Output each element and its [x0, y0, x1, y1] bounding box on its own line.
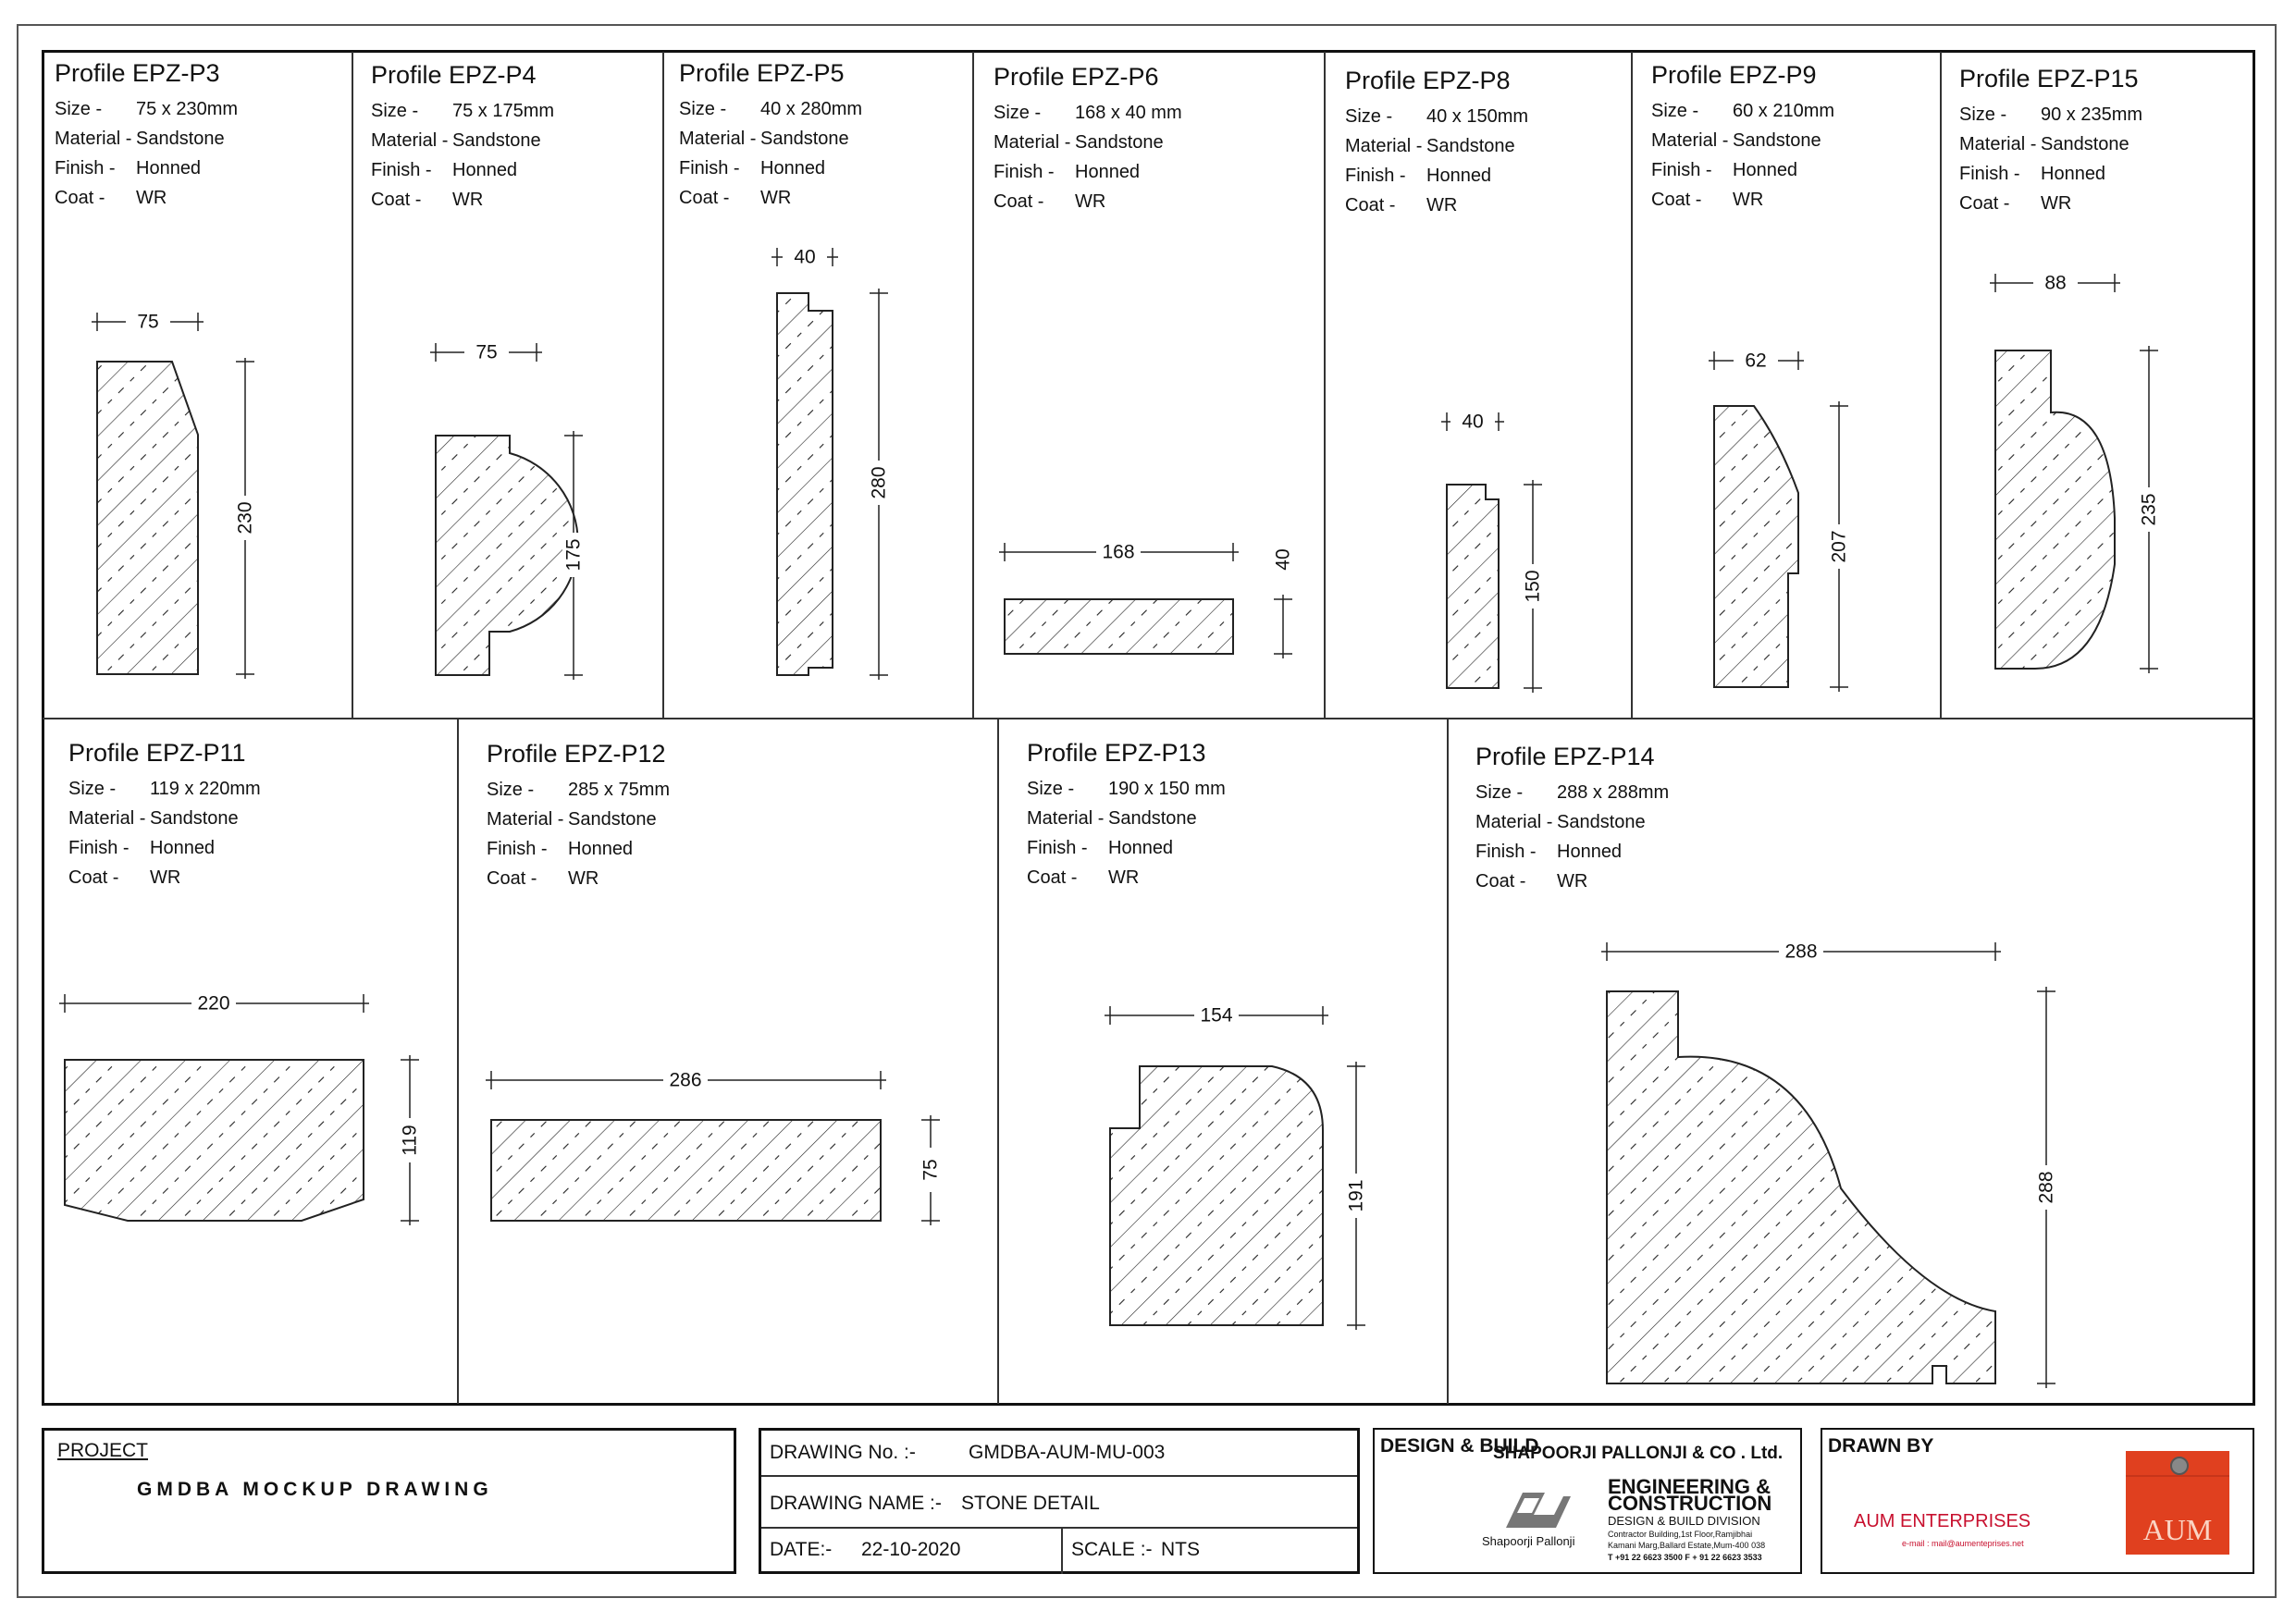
height-dimension-p8: 150 — [1522, 570, 1544, 603]
spec-value: WR — [1108, 867, 1140, 888]
spec-label: Material - — [371, 130, 449, 151]
height-dimension-p4: 175 — [562, 538, 585, 572]
spec-label: Material - — [55, 129, 132, 149]
width-dimension-p9: 62 — [1745, 350, 1767, 372]
spec-label: Finish - — [487, 839, 548, 859]
profile-title: Profile EPZ-P11 — [68, 739, 246, 767]
spec-value: Sandstone — [1426, 136, 1515, 156]
spec-label: Coat - — [1345, 195, 1396, 215]
spec-label: Material - — [487, 809, 564, 830]
spec-label: Finish - — [1959, 164, 2020, 184]
division-line1: ENGINEERING & — [1608, 1475, 1771, 1498]
spec-value: Sandstone — [452, 130, 541, 151]
spec-value: WR — [1733, 190, 1764, 210]
spec-value: Honned — [1108, 838, 1174, 858]
height-dimension-p6: 40 — [1272, 548, 1294, 571]
spec-value: 90 x 235mm — [2041, 105, 2143, 125]
aum-logo-pin-icon — [2170, 1457, 2189, 1475]
spec-label: Coat - — [55, 188, 105, 208]
spec-label: Finish - — [371, 160, 432, 180]
drawing-no-value: GMDBA-AUM-MU-003 — [969, 1442, 1166, 1463]
spec-label: Size - — [1345, 106, 1393, 127]
drawing-name-label: DRAWING NAME :- — [770, 1493, 942, 1514]
spec-label: Size - — [371, 101, 419, 121]
division-sub: DESIGN & BUILD DIVISION — [1608, 1514, 1760, 1528]
spec-value: 288 x 288mm — [1557, 782, 1670, 803]
spec-value: WR — [136, 188, 167, 208]
spec-label: Material - — [68, 808, 146, 829]
profile-p3-shape — [97, 362, 198, 674]
width-dimension-p13: 154 — [1200, 1004, 1233, 1027]
spec-value: Honned — [1426, 166, 1492, 186]
profile-title: Profile EPZ-P12 — [487, 740, 666, 768]
spec-value: 60 x 210mm — [1733, 101, 1835, 121]
drawn-by-box — [1821, 1428, 2254, 1574]
spec-value: WR — [1426, 195, 1458, 215]
height-dimension-p15: 235 — [2138, 493, 2160, 526]
profile-title: Profile EPZ-P5 — [679, 59, 845, 87]
spec-value: 119 x 220mm — [150, 779, 261, 799]
profile-p13-shape — [1110, 1066, 1323, 1325]
width-dimension-p6: 168 — [1102, 541, 1135, 563]
height-dimension-p13: 191 — [1345, 1179, 1367, 1212]
spec-value: Sandstone — [1075, 132, 1164, 153]
aum-logo — [2126, 1451, 2229, 1555]
spec-label: Coat - — [371, 190, 422, 210]
spec-label: Material - — [1651, 130, 1729, 151]
spec-value: Honned — [452, 160, 518, 180]
spec-value: Sandstone — [2041, 134, 2129, 154]
address-line1: Contractor Building,1st Floor,Ramjibhai — [1608, 1530, 1753, 1539]
spec-label: Finish - — [679, 158, 740, 178]
spec-label: Coat - — [679, 188, 730, 208]
spec-label: Finish - — [994, 162, 1055, 182]
spec-value: Honned — [1733, 160, 1798, 180]
drawn-by-name: AUM ENTERPRISES — [1854, 1511, 2031, 1531]
height-dimension-p3: 230 — [234, 501, 256, 535]
spec-label: Material - — [1345, 136, 1423, 156]
spec-label: Finish - — [1475, 842, 1537, 862]
spec-label: Finish - — [1345, 166, 1406, 186]
spec-value: Sandstone — [1108, 808, 1197, 829]
spec-value: WR — [2041, 193, 2072, 214]
project-label: PROJECT — [57, 1440, 149, 1461]
spec-label: Finish - — [68, 838, 130, 858]
spec-value: WR — [1557, 871, 1588, 891]
spec-value: Sandstone — [136, 129, 225, 149]
spec-label: Size - — [1651, 101, 1699, 121]
profile-p9-shape — [1714, 406, 1798, 687]
spec-label: Coat - — [487, 868, 537, 889]
spec-label: Size - — [1959, 105, 2007, 125]
profile-p14-shape — [1607, 991, 1995, 1383]
spec-value: Honned — [1557, 842, 1623, 862]
height-dimension-p5: 280 — [868, 466, 890, 499]
width-dimension-p3: 75 — [137, 311, 159, 333]
company-name: SHAPOORJI PALLONJI & CO . Ltd. — [1493, 1444, 1784, 1463]
spec-value: 75 x 175mm — [452, 101, 555, 121]
width-dimension-p11: 220 — [197, 992, 230, 1014]
spec-label: Size - — [994, 103, 1042, 123]
profile-title: Profile EPZ-P14 — [1475, 743, 1655, 770]
profile-title: Profile EPZ-P4 — [371, 61, 537, 89]
spec-value: Honned — [150, 838, 216, 858]
spec-label: Size - — [1475, 782, 1524, 803]
spec-label: Material - — [679, 129, 757, 149]
profile-title: Profile EPZ-P15 — [1959, 65, 2139, 92]
profile-p4-shape — [436, 436, 578, 675]
spec-label: Size - — [1027, 779, 1075, 799]
profile-p6-shape — [1005, 599, 1233, 654]
width-dimension-p4: 75 — [475, 341, 498, 363]
spec-label: Size - — [55, 99, 103, 119]
logo-caption: Shapoorji Pallonji — [1482, 1534, 1575, 1548]
height-dimension-p9: 207 — [1828, 530, 1850, 563]
phone-line: T +91 22 6623 3500 F + 91 22 6623 3533 — [1608, 1553, 1762, 1562]
spec-value: WR — [760, 188, 792, 208]
aum-logo-text: AUM — [2142, 1513, 2213, 1546]
spec-label: Finish - — [1651, 160, 1712, 180]
profile-title: Profile EPZ-P8 — [1345, 67, 1511, 94]
width-dimension-p12: 286 — [669, 1069, 702, 1091]
spec-value: WR — [1075, 191, 1106, 212]
spec-value: Sandstone — [568, 809, 657, 830]
spec-label: Finish - — [1027, 838, 1088, 858]
shapoorji-logo-icon — [1497, 1485, 1576, 1533]
drawing-name-value: STONE DETAIL — [961, 1493, 1100, 1514]
spec-value: WR — [150, 867, 181, 888]
spec-value: 190 x 150 mm — [1108, 779, 1226, 799]
width-dimension-p8: 40 — [1462, 411, 1484, 433]
profile-p12-shape — [491, 1120, 881, 1221]
project-title: GMDBA MOCKUP DRAWING — [137, 1479, 493, 1500]
spec-value: 40 x 150mm — [1426, 106, 1529, 127]
height-dimension-p12: 75 — [920, 1159, 942, 1181]
date-value: 22-10-2020 — [861, 1539, 961, 1560]
division-line2: CONSTRUCTION — [1608, 1492, 1772, 1515]
address-line2: Kamani Marg,Ballard Estate,Mum-400 038 — [1608, 1541, 1766, 1550]
spec-label: Coat - — [68, 867, 119, 888]
drawing-no-label: DRAWING No. :- — [770, 1442, 916, 1463]
drawn-by-label: DRAWN BY — [1828, 1435, 1934, 1457]
profile-p15-shape — [1995, 350, 2115, 669]
spec-value: Honned — [136, 158, 202, 178]
spec-value: 168 x 40 mm — [1075, 103, 1182, 123]
spec-value: WR — [568, 868, 599, 889]
spec-value: Sandstone — [1557, 812, 1646, 832]
spec-label: Coat - — [1959, 193, 2010, 214]
spec-value: Honned — [760, 158, 826, 178]
spec-label: Material - — [1959, 134, 2037, 154]
height-dimension-p14: 288 — [2035, 1171, 2057, 1204]
design-build-box — [1373, 1428, 1802, 1574]
scale-value: NTS — [1161, 1539, 1200, 1560]
spec-label: Coat - — [994, 191, 1044, 212]
spec-value: Sandstone — [760, 129, 849, 149]
drawing-info-box — [759, 1428, 1360, 1574]
height-dimension-p11: 119 — [399, 1125, 421, 1156]
spec-label: Material - — [994, 132, 1071, 153]
spec-value: Honned — [1075, 162, 1141, 182]
drawn-by-email: e-mail : mail@aumenteprises.net — [1902, 1539, 2024, 1548]
spec-label: Size - — [68, 779, 117, 799]
profile-title: Profile EPZ-P6 — [994, 63, 1159, 91]
spec-label: Finish - — [55, 158, 116, 178]
profile-p8-shape — [1447, 485, 1499, 688]
spec-label: Coat - — [1027, 867, 1078, 888]
spec-value: Honned — [2041, 164, 2106, 184]
width-dimension-p5: 40 — [794, 246, 816, 268]
design-build-label: DESIGN & BUILD — [1380, 1435, 1539, 1457]
spec-value: Sandstone — [150, 808, 239, 829]
profile-title: Profile EPZ-P3 — [55, 59, 220, 87]
spec-value: 40 x 280mm — [760, 99, 863, 119]
spec-label: Size - — [487, 780, 535, 800]
spec-value: 75 x 230mm — [136, 99, 239, 119]
profile-p5-shape — [777, 293, 833, 675]
spec-value: Sandstone — [1733, 130, 1821, 151]
profile-p11-shape — [65, 1060, 364, 1221]
profile-title: Profile EPZ-P9 — [1651, 61, 1817, 89]
spec-label: Coat - — [1651, 190, 1702, 210]
profile-title: Profile EPZ-P13 — [1027, 739, 1206, 767]
spec-value: WR — [452, 190, 484, 210]
spec-label: Coat - — [1475, 871, 1526, 891]
width-dimension-p14: 288 — [1784, 941, 1818, 963]
spec-label: Material - — [1027, 808, 1105, 829]
project-box — [42, 1428, 736, 1574]
scale-label: SCALE :- — [1071, 1539, 1153, 1560]
spec-value: Honned — [568, 839, 634, 859]
spec-label: Material - — [1475, 812, 1553, 832]
date-label: DATE:- — [770, 1539, 833, 1560]
spec-label: Size - — [679, 99, 727, 119]
width-dimension-p15: 88 — [2044, 272, 2067, 294]
spec-value: 285 x 75mm — [568, 780, 671, 800]
